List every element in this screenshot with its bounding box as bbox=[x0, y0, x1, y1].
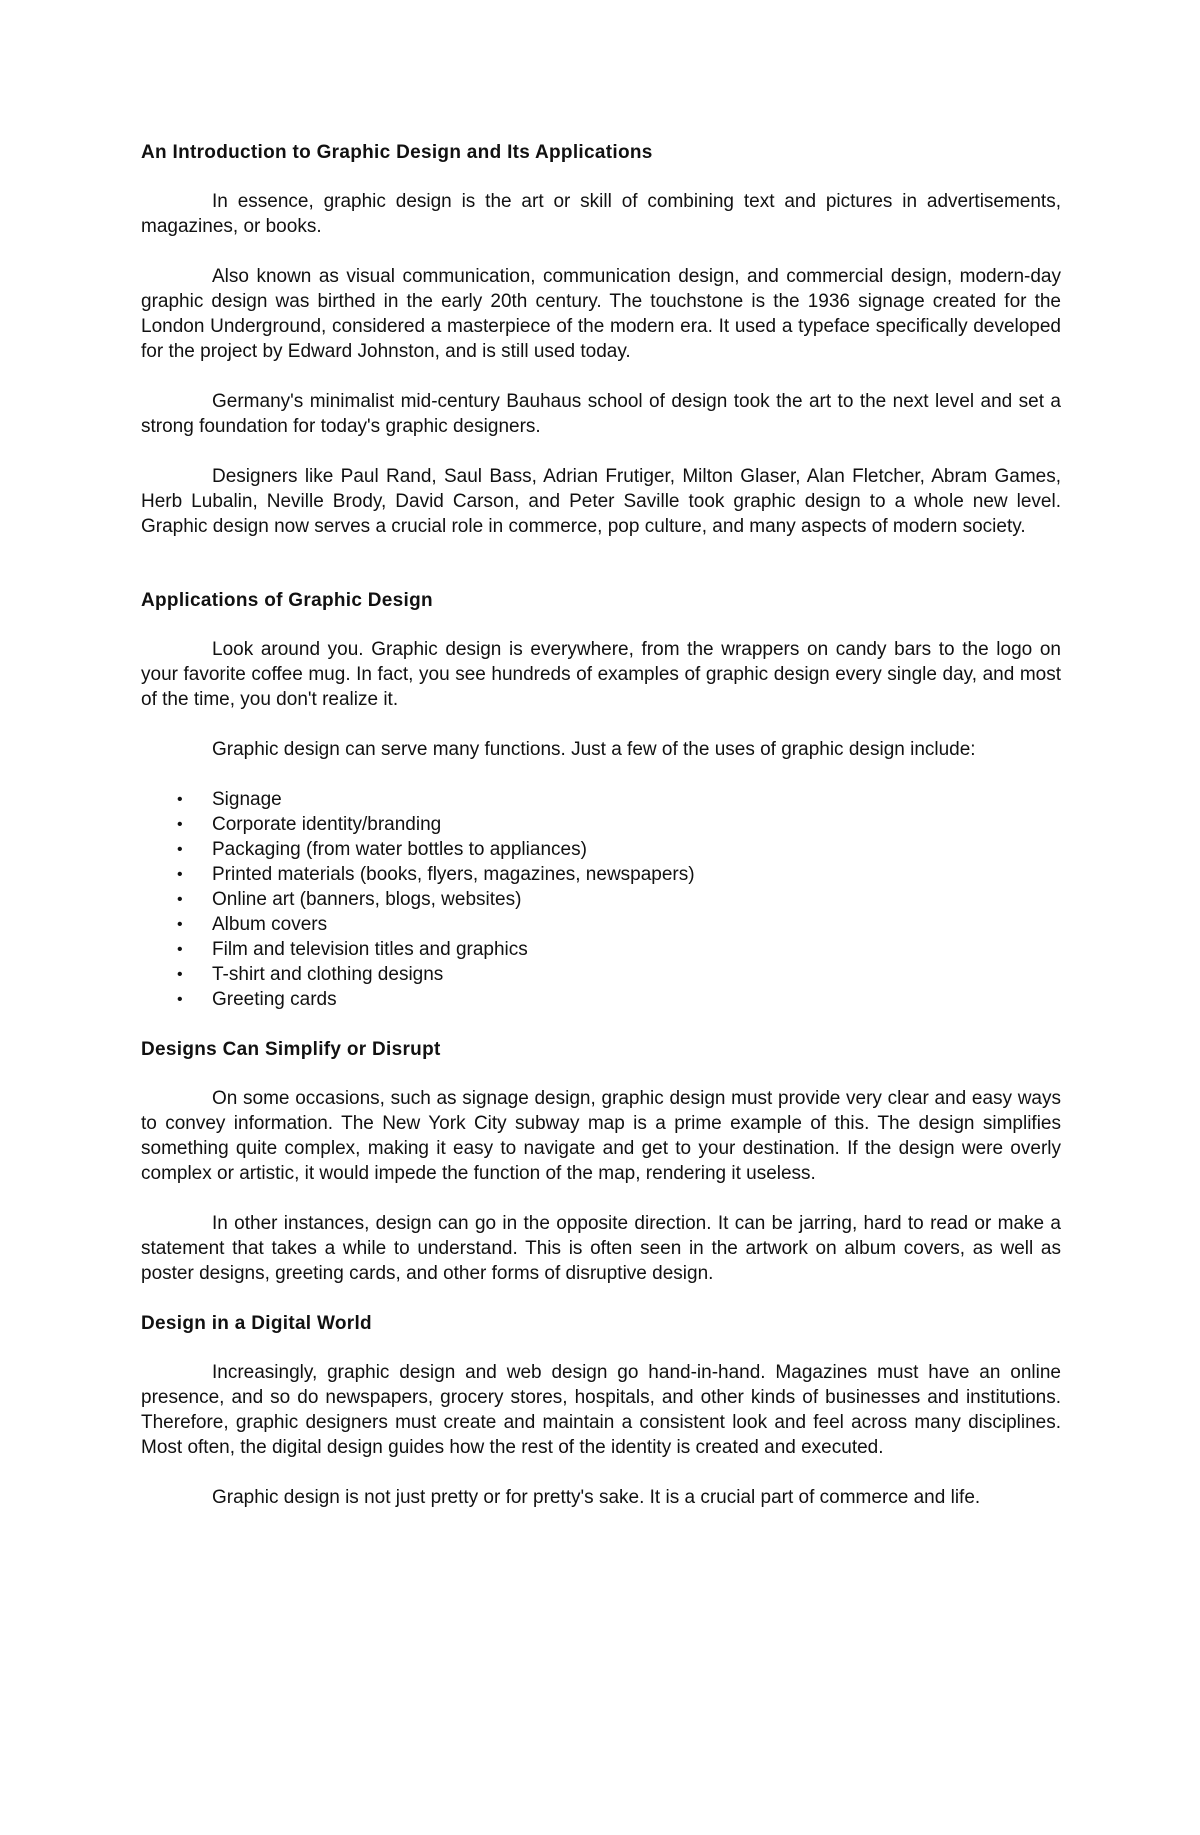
digital-heading: Design in a Digital World bbox=[141, 1313, 372, 1334]
intro-paragraph: Germany's minimalist mid-century Bauhaus school of design took the art to the next level and set a strong foundation for today's graphic designers. bbox=[141, 391, 1061, 437]
document-body bbox=[141, 140, 1061, 1510]
uses-list bbox=[141, 787, 1061, 1012]
list-item bbox=[141, 962, 1061, 987]
digital-paragraph: Increasingly, graphic design and web design go hand-in-hand. Magazines must have an online presence, and so do newspapers, grocery stores, hospitals, and other kinds of businesses and institutions. Therefore, graphic designers must create and maintain a consistent look and feel across many disciplines. Most often, the digital design guides how the rest of the identity is created and executed. bbox=[141, 1362, 1061, 1458]
document-title: An Introduction to Graphic Design and Its Applications bbox=[141, 142, 653, 163]
bullet-icon: • bbox=[177, 916, 183, 933]
list-item-text: Greeting cards bbox=[212, 989, 337, 1010]
bullet-icon: • bbox=[177, 841, 183, 858]
simplify-paragraph: On some occasions, such as signage design, graphic design must provide very clear and easy ways to convey information. The New York City subway map is a prime example of this. The design simplifies something quite complex, making it easy to navigate and get to your destination. If the design were overly complex or artistic, it would impede the function of the map, rendering it useless. bbox=[141, 1088, 1061, 1184]
bullet-icon: • bbox=[177, 941, 183, 958]
simplify-paragraph: In other instances, design can go in the opposite direction. It can be jarring, hard to read or make a statement that takes a while to understand. This is often seen in the artwork on album covers, as well as poster designs, greeting cards, and other forms of disruptive design. bbox=[141, 1213, 1061, 1284]
list-item-text: Online art (banners, blogs, websites) bbox=[212, 889, 522, 910]
applications-heading: Applications of Graphic Design bbox=[141, 590, 433, 611]
bullet-icon: • bbox=[177, 791, 183, 808]
list-item-text: Signage bbox=[212, 789, 282, 810]
list-item-text: Film and television titles and graphics bbox=[212, 939, 528, 960]
bullet-icon: • bbox=[177, 866, 183, 883]
list-item bbox=[141, 937, 1061, 962]
list-item bbox=[141, 987, 1061, 1012]
list-item-text: T-shirt and clothing designs bbox=[212, 964, 444, 985]
list-item bbox=[141, 862, 1061, 887]
bullet-icon: • bbox=[177, 991, 183, 1008]
list-item-text: Packaging (from water bottles to appliances) bbox=[212, 839, 587, 860]
digital-paragraph: Graphic design is not just pretty or for pretty's sake. It is a crucial part of commerce and life. bbox=[212, 1487, 981, 1508]
list-item bbox=[141, 812, 1061, 837]
list-item-text: Corporate identity/branding bbox=[212, 814, 442, 835]
intro-paragraph: Designers like Paul Rand, Saul Bass, Adrian Frutiger, Milton Glaser, Alan Fletcher, Abram Games, Herb Lubalin, Neville Brody, David Carson, and Peter Saville took graphic design to a whole new level. Graphic design now serves a crucial role in commerce, pop culture, and many aspects of modern society. bbox=[141, 466, 1061, 537]
list-item bbox=[141, 837, 1061, 862]
applications-paragraph: Graphic design can serve many functions. Just a few of the uses of graphic design include: bbox=[212, 739, 976, 760]
intro-paragraph: Also known as visual communication, communication design, and commercial design, modern-day graphic design was birthed in the early 20th century. The touchstone is the 1936 signage created for the London Underground, considered a masterpiece of the modern era. It used a typeface specifically developed for the project by Edward Johnston, and is still used today. bbox=[141, 266, 1061, 362]
bullet-icon: • bbox=[177, 966, 183, 983]
list-item bbox=[141, 887, 1061, 912]
intro-paragraph: In essence, graphic design is the art or skill of combining text and pictures in advertisements, magazines, or books. bbox=[141, 191, 1061, 237]
list-item bbox=[141, 787, 1061, 812]
bullet-icon: • bbox=[177, 816, 183, 833]
list-item bbox=[141, 912, 1061, 937]
list-item-text: Album covers bbox=[212, 914, 328, 935]
bullet-icon: • bbox=[177, 891, 183, 908]
list-item-text: Printed materials (books, flyers, magazines, newspapers) bbox=[212, 864, 695, 885]
applications-paragraph: Look around you. Graphic design is everywhere, from the wrappers on candy bars to the logo on your favorite coffee mug. In fact, you see hundreds of examples of graphic design every single day, and most of the time, you don't realize it. bbox=[141, 639, 1061, 710]
simplify-heading: Designs Can Simplify or Disrupt bbox=[141, 1039, 441, 1060]
